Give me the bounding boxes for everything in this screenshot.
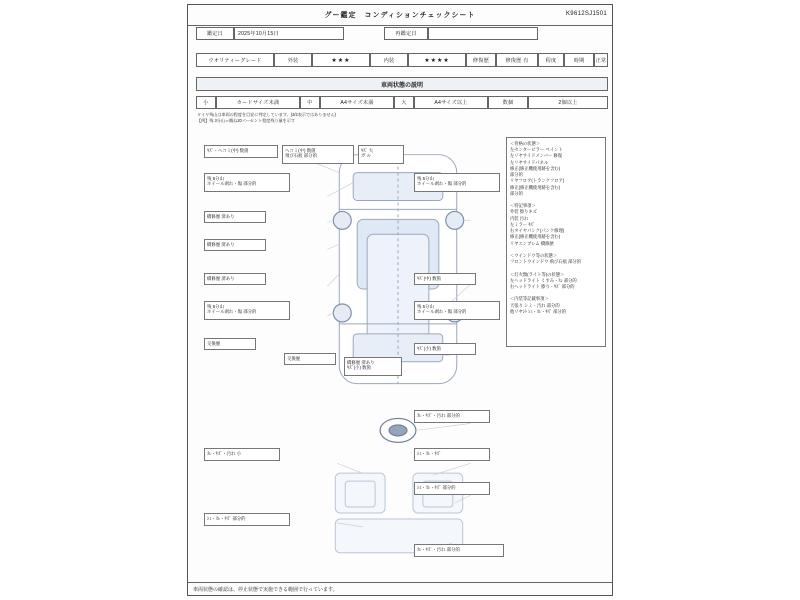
callout-box-4: 残 5分山 ホイール剥れ・傷 部分的 xyxy=(204,173,290,192)
callout-box-20: ｼﾐ・ｽﾚ・ｷｽﾞ 部分的 xyxy=(204,513,290,526)
period-label: 時期 xyxy=(564,53,594,67)
callout-box-14: 交換歴 xyxy=(284,353,336,365)
callout-box-15: 橋修歴 済あり ｷｽﾞ(小) 数箇 xyxy=(344,357,402,376)
notes-line-16: リヤエンブレム 橋修歴 xyxy=(510,240,554,246)
notes-line-3: 左リヤサイドパネル xyxy=(510,159,549,165)
notes-line-1: 左センターピラー ペイント xyxy=(510,147,563,153)
callout-box-5: 残 5分山 ホイール剥れ・傷 部分的 xyxy=(414,173,500,192)
degree-label: 程度 xyxy=(538,53,564,67)
callout-box-8: 橋修歴 済あり xyxy=(204,273,266,285)
notes-line-5: 部分的 xyxy=(510,172,523,178)
callout-box-17: ｽﾚ・ｷｽﾞ・汚れ 小 xyxy=(204,448,280,461)
legend-large-mark: 大 xyxy=(394,96,414,109)
notes-line-21: ＜灯火類(ライト等)の状態＞ xyxy=(510,271,565,277)
callout-box-21: ｽﾚ・ｷｽﾞ・汚れ 部分的 xyxy=(414,544,504,557)
footer-text: 車両状態の確認は、停止状態で実施できる範囲で行っています。 xyxy=(193,586,338,593)
exterior-stars: ★★★ xyxy=(312,53,370,67)
sheet-title: グー鑑定 コンディションチェックシート xyxy=(324,12,476,19)
callout-box-18: ｼﾐ・ｽﾚ・ｷｽﾞ xyxy=(414,448,490,461)
legend-mid-text: A4サイズ未満 xyxy=(320,96,394,109)
callout-box-16: ｽﾚ・ｷｽﾞ・汚れ 部分的 xyxy=(414,410,490,423)
interior-label: 内装 xyxy=(370,53,408,67)
tire-note-line-2: 【例】残 3分山＝概ね20パーセント程度残り量を示す xyxy=(197,118,295,124)
callout-box-10: 残 5分山 ホイール剥れ・傷 部分的 xyxy=(414,301,500,320)
notes-line-13: 左ミラー ｷｽﾞ xyxy=(510,221,535,227)
notes-panel xyxy=(506,137,606,347)
interior-stars: ★★★★ xyxy=(408,53,466,67)
notes-line-8: 部分的 xyxy=(510,190,523,196)
notes-line-15: 修正(修正機使用跡を含む) xyxy=(510,234,561,240)
notes-line-27: 他リヤｼﾄ ｼﾐ・ｽﾚ・ｷｽﾞ 部分的 xyxy=(510,308,567,314)
notes-line-4: 修正(修正機使用跡を含む) xyxy=(510,165,561,171)
notes-line-0: ＜骨格の状態＞ xyxy=(510,141,541,146)
legend-large-text: A4サイズ以上 xyxy=(414,96,488,109)
legend-small-mark: 小 xyxy=(196,96,216,109)
callout-box-12: ｷｽﾞ(小) 数箇 xyxy=(414,343,476,355)
callout-box-9: 残 5分山 ホイール剥れ・傷 部分的 xyxy=(204,301,290,320)
sheet-code: K9612SJ1501 xyxy=(566,11,607,17)
callout-box-19: ｼﾐ・ｽﾚ・ｷｽﾞ 部分的 xyxy=(414,482,490,495)
notes-line-19: フロントウインドウ 飛び石痕 部分的 xyxy=(510,259,582,265)
callout-box-13: 交換歴 xyxy=(204,338,256,350)
notes-line-23: 右ヘッドライト 擦り・ｷｽﾞ 部分的 xyxy=(510,284,575,290)
notes-line-12: 内装 汚れ xyxy=(510,215,529,221)
callout-box-2: ヘコミ(中) 数箇 飛び石痕 部分的 xyxy=(282,145,354,164)
notes-line-6: リヤフロア(トランクフロア) xyxy=(510,178,565,184)
notes-line-14: 右タイヤパンク(パンク修理) xyxy=(510,228,565,234)
legend-mid-mark: 中 xyxy=(300,96,320,109)
quality-grade-label: ウオリティーグレード xyxy=(196,53,274,67)
notes-line-25: ＜内装等記載事項＞ xyxy=(510,296,549,302)
tire-note-line-1: タイヤ残山は車両の程度を目安に判定しています。(3/2表示ではありません) xyxy=(197,112,337,117)
repair-value: 修復歴 有 xyxy=(496,53,538,67)
legend-count-mark: 数個 xyxy=(488,96,528,109)
exterior-label: 外装 xyxy=(274,53,312,67)
notes-line-22: 左ヘッドライト くすみ・ｽﾚ 部分的 xyxy=(510,277,577,283)
callout-box-7: 橋修歴 済あり xyxy=(204,239,266,251)
callout-box-1: ｷｽﾞ・ヘコミ(中) 数箇 xyxy=(204,145,278,158)
section-title: 車両状態の説明 xyxy=(196,77,608,91)
callout-box-3: ｷｽﾞ 大 ガ ル xyxy=(358,145,404,164)
notes-line-2: 左リヤサイドメンバー 修復 xyxy=(510,153,563,159)
inspect-date-value: 2025年10月15日 xyxy=(234,27,344,40)
callout-box-6: 橋修歴 済あり xyxy=(204,211,266,223)
legend-count-text: 2個以上 xyxy=(528,96,608,109)
notes-line-7: 修正(修正機使用跡を含む) xyxy=(510,184,561,190)
notes-line-26: 天張り シミ・汚れ 部分的 xyxy=(510,302,560,308)
sheet-footer xyxy=(188,582,612,595)
repair-label: 修復歴 xyxy=(466,53,496,67)
normal-label: 正常 xyxy=(594,53,608,67)
inspect-date-label: 鑑定日 xyxy=(196,27,234,40)
legend-small-text: カードサイズ未満 xyxy=(216,96,300,109)
notes-line-10: ＜特記事項＞ xyxy=(510,203,536,209)
callout-box-11: ｷｽﾞ(中) 数箇 xyxy=(414,273,476,285)
condition-check-sheet xyxy=(187,4,613,596)
notes-line-11: 外装 擦りキズ xyxy=(510,209,537,215)
notes-line-18: ＜ウインドウ等の状態＞ xyxy=(510,252,558,258)
reinspect-date-label: 再鑑定日 xyxy=(384,27,428,40)
